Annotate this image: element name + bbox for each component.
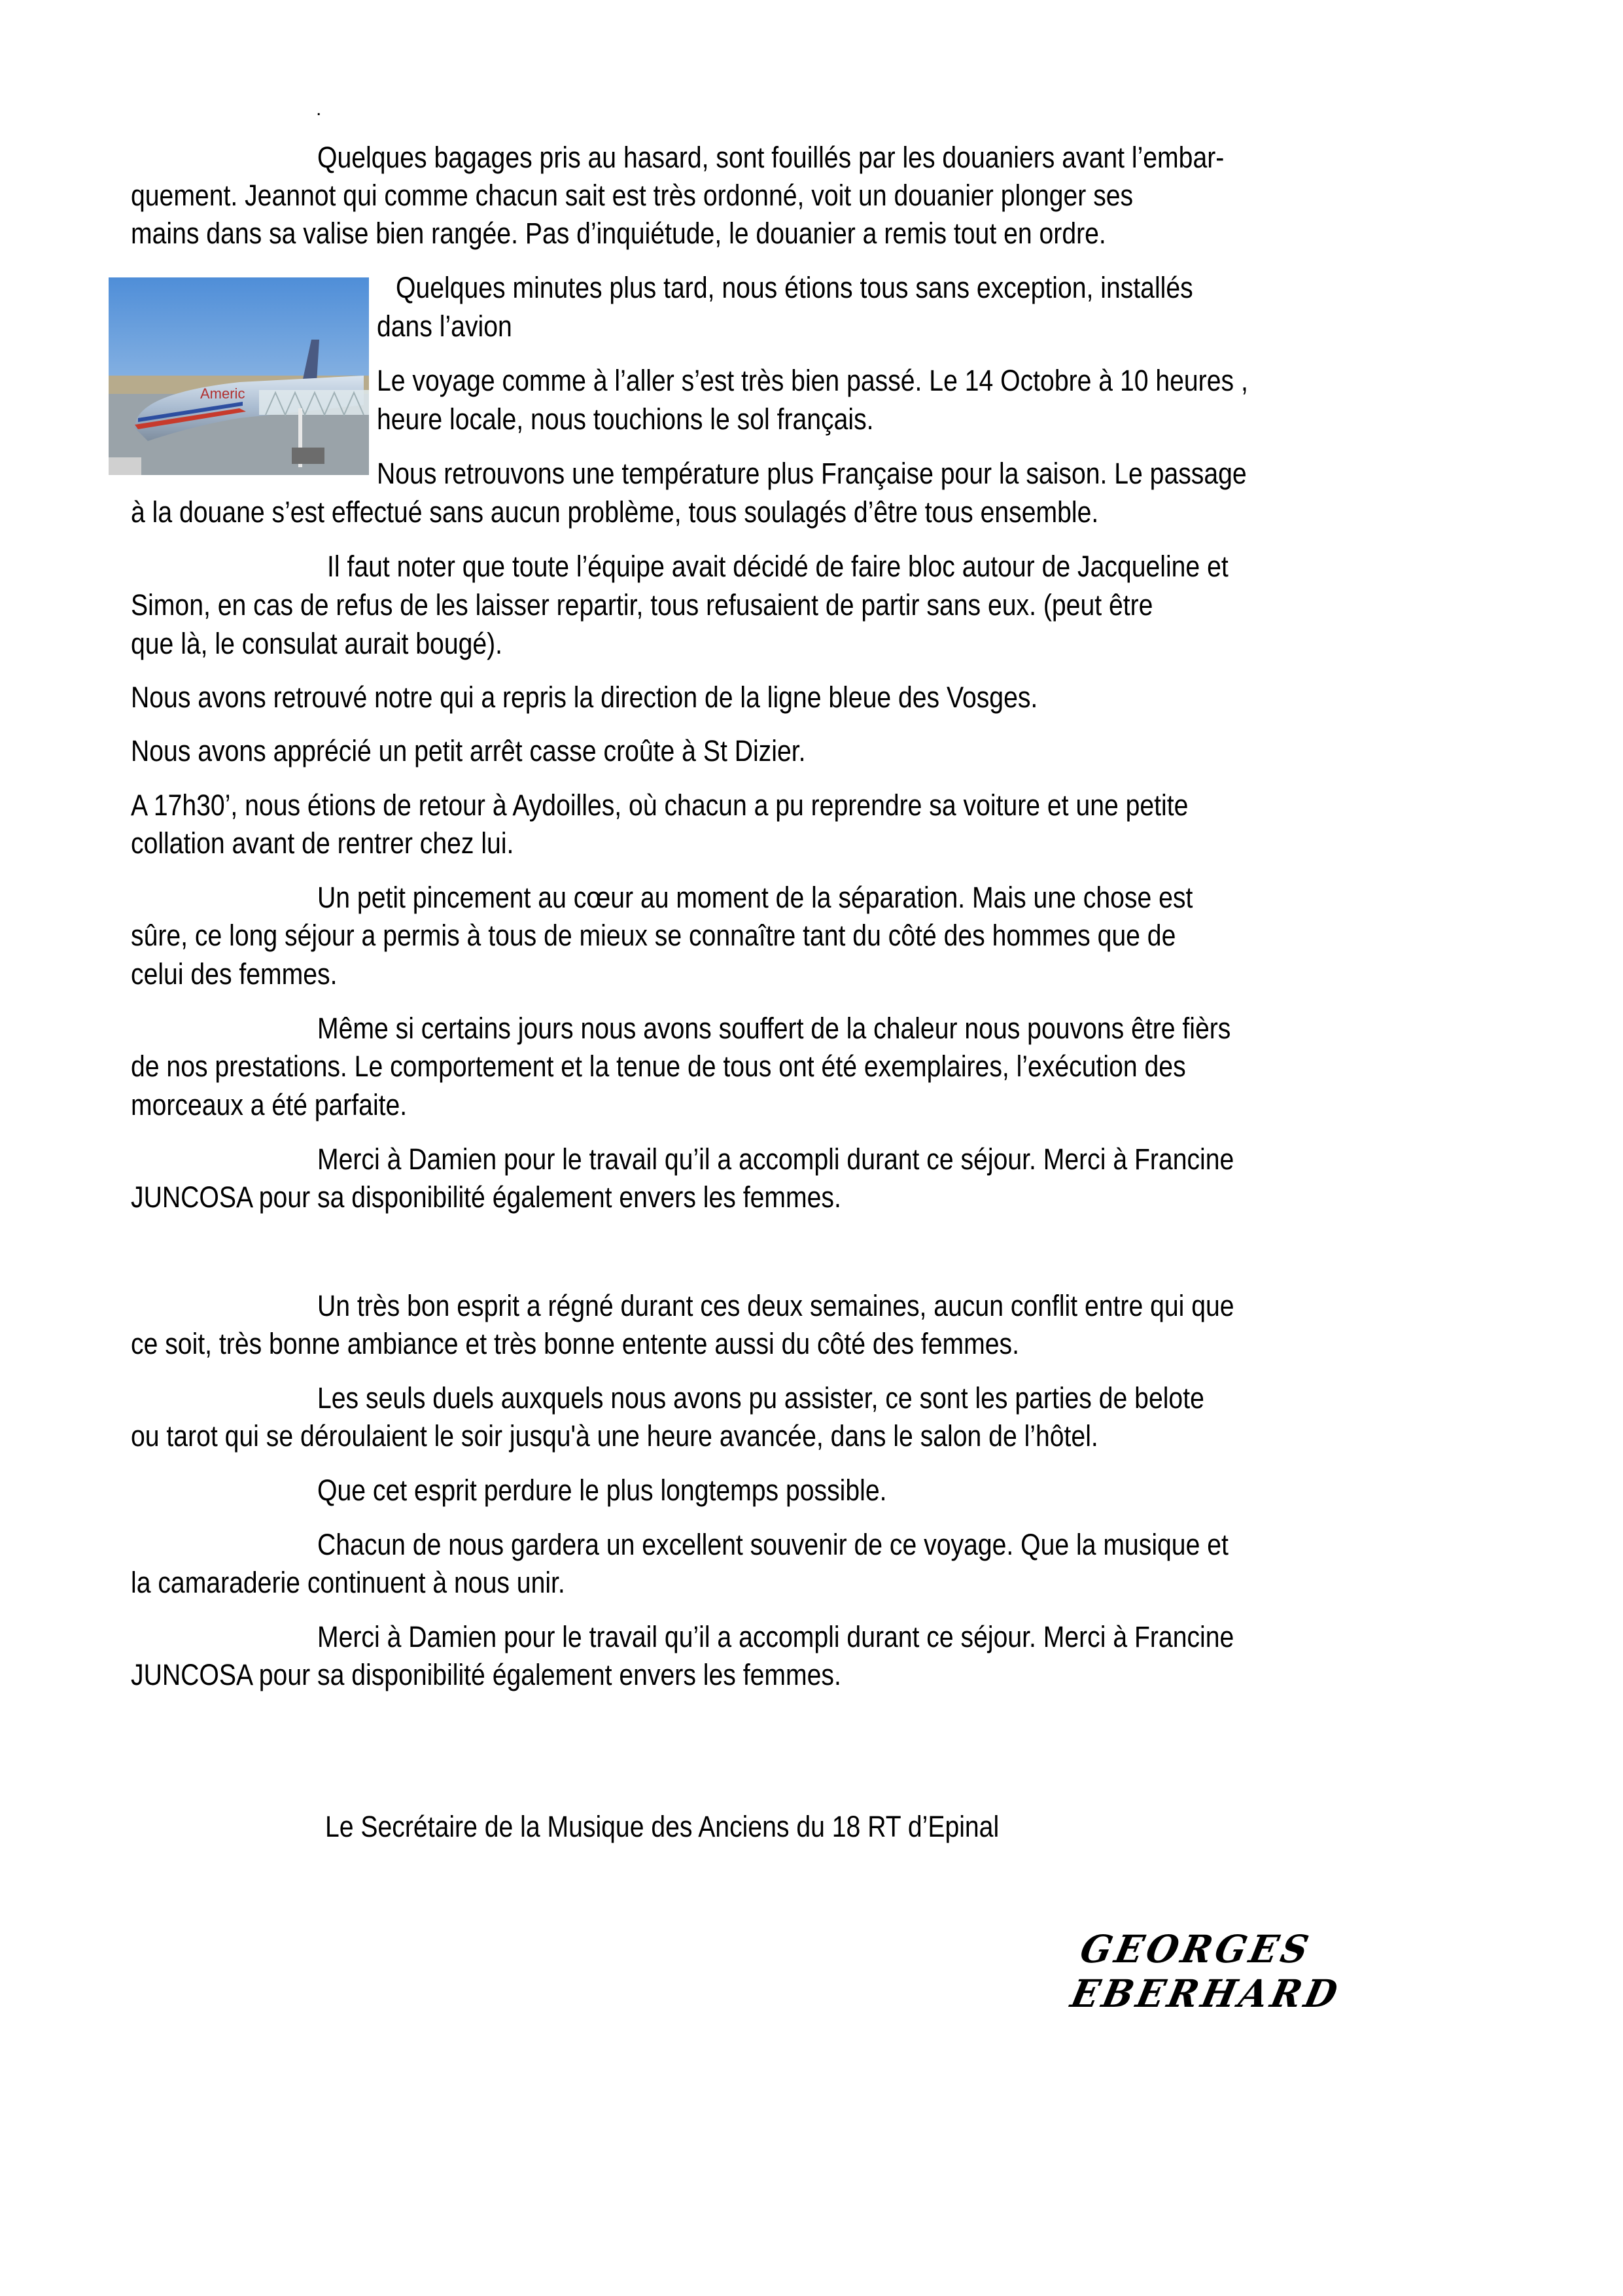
text-line: ce soit, très bonne ambiance et très bonne entente aussi du côté des femmes. <box>131 1327 1020 1360</box>
text-line: Même si certains jours nous avons souffert de la chaleur nous pouvons être fièrs <box>317 1012 1231 1045</box>
text-line: Simon, en cas de refus de les laisser repartir, tous refusaient de partir sans eux. (peut être <box>131 588 1153 622</box>
text-line: JUNCOSA pour sa disponibilité également envers les femmes. <box>131 1658 841 1691</box>
text-line: JUNCOSA pour sa disponibilité également envers les femmes. <box>131 1180 841 1214</box>
text-line: Il faut noter que toute l’équipe avait décidé de faire bloc autour de Jacqueline et <box>327 550 1229 583</box>
text-line: Un petit pincement au cœur au moment de la séparation. Mais une chose est <box>317 881 1193 914</box>
airplane-photo <box>109 277 369 475</box>
text-line: Quelques bagages pris au hasard, sont fouillés par les douaniers avant l’embar- <box>317 141 1225 174</box>
closing-title: Le Secrétaire de la Musique des Anciens du 18 RT d’Epinal <box>325 1810 1000 1843</box>
text-line: morceaux a été parfaite. <box>131 1088 408 1122</box>
text-line: Que cet esprit perdure le plus longtemps possible. <box>317 1474 887 1507</box>
page-marker: . <box>316 98 322 120</box>
text-line: A 17h30’, nous étions de retour à Aydoilles, où chacun a pu reprendre sa voiture et une petite <box>131 788 1189 822</box>
airline-text: Americ <box>200 385 245 402</box>
text-line: à la douane s’est effectué sans aucun problème, tous soulagés d’être tous ensemble. <box>131 495 1099 529</box>
text-line: celui des femmes. <box>131 957 338 991</box>
text-line: Les seuls duels auxquels nous avons pu assister, ce sont les parties de belote <box>317 1381 1204 1415</box>
text-line: dans l’avion <box>377 309 512 343</box>
text-line: collation avant de rentrer chez lui. <box>131 826 514 860</box>
text-line: que là, le consulat aurait bougé). <box>131 627 503 660</box>
text-line: Chacun de nous gardera un excellent souvenir de ce voyage. Que la musique et <box>317 1528 1229 1561</box>
text-line: sûre, ce long séjour a permis à tous de mieux se connaître tant du côté des hommes que de <box>131 919 1176 952</box>
text-line: Nous avons retrouvé notre qui a repris la direction de la ligne bleue des Vosges. <box>131 680 1038 714</box>
text-line: Quelques minutes plus tard, nous étions tous sans exception, installés <box>396 271 1193 304</box>
text-line: Merci à Damien pour le travail qu’il a accompli durant ce séjour. Merci à Francine <box>317 1142 1234 1176</box>
text-line: ou tarot qui se déroulaient le soir jusqu'à une heure avancée, dans le salon de l’hôtel. <box>131 1419 1098 1453</box>
text-line: Le voyage comme à l’aller s’est très bien passé. Le 14 Octobre à 10 heures , <box>377 364 1248 397</box>
signature: GEORGES EBERHARD <box>1067 1927 1345 2016</box>
text-line: Nous avons apprécié un petit arrêt casse croûte à St Dizier. <box>131 734 806 768</box>
text-line: de nos prestations. Le comportement et la tenue de tous ont été exemplaires, l’exécution des <box>131 1050 1186 1083</box>
text-line: Nous retrouvons une température plus Française pour la saison. Le passage <box>377 457 1247 490</box>
text-line: quement. Jeannot qui comme chacun sait est très ordonné, voit un douanier plonger ses <box>131 179 1134 212</box>
text-line: Merci à Damien pour le travail qu’il a accompli durant ce séjour. Merci à Francine <box>317 1620 1234 1653</box>
text-line: la camaraderie continuent à nous unir. <box>131 1566 565 1599</box>
text-line: Un très bon esprit a régné durant ces deux semaines, aucun conflit entre qui que <box>317 1289 1234 1322</box>
text-line: mains dans sa valise bien rangée. Pas d’inquiétude, le douanier a remis tout en ordre. <box>131 217 1106 250</box>
text-line: heure locale, nous touchions le sol français. <box>377 402 874 436</box>
